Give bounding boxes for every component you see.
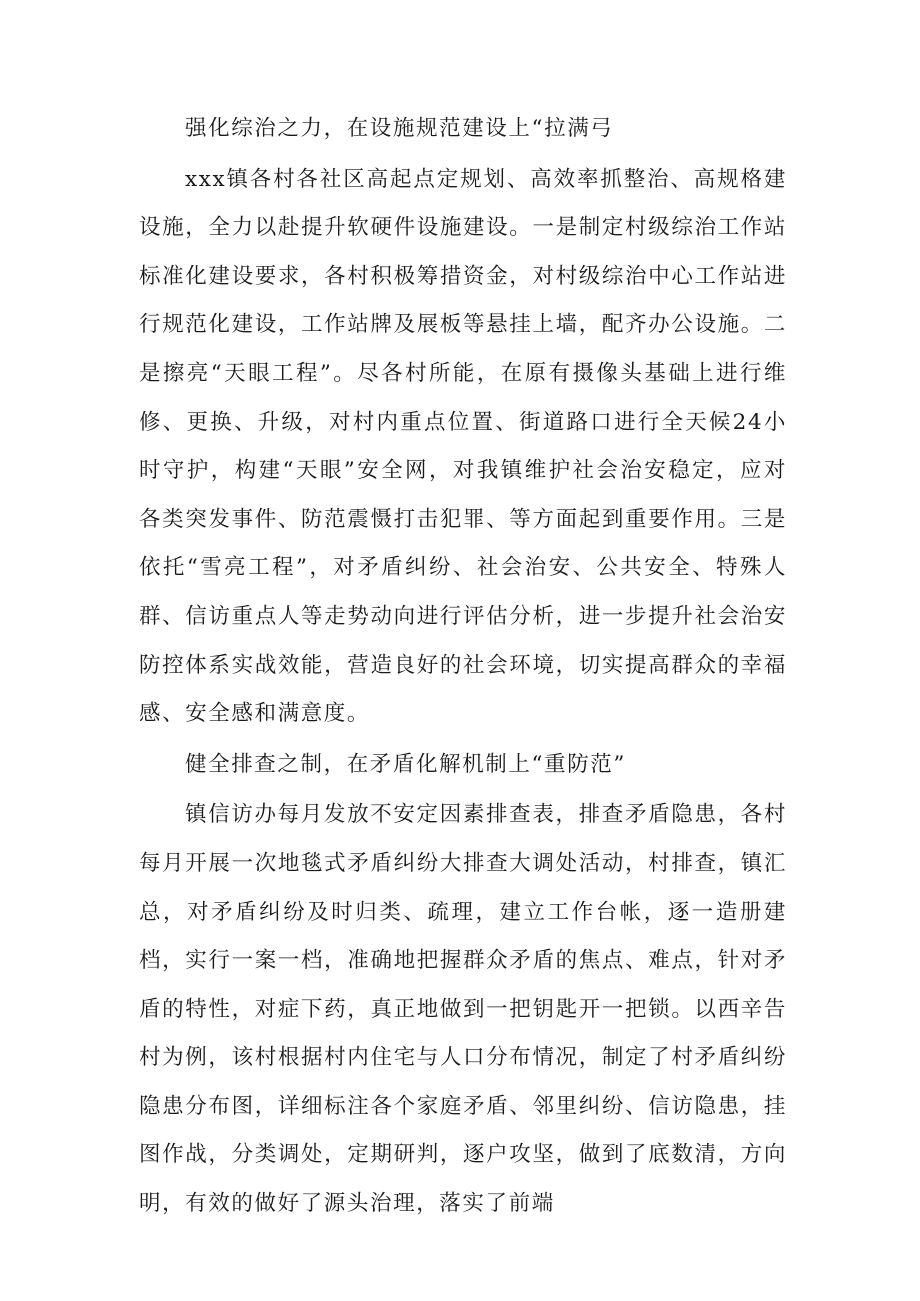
- document-body: [139, 105, 787, 1229]
- section-heading-1: 强化综治之力，在设施规范建设上“拉满弓: [185, 116, 614, 141]
- section-body-2: 镇信访办每月发放不安定因素排查表，排查矛盾隐患，各村每月开展一次地毯式矛盾纠纷大排查大调处活动，村排查，镇汇总，对矛盾纠纷及时归类、疏理，建立工作台帐，逐一造册建档，实行一案一档，准确地把握群众矛盾的焦点、难点，针对矛盾的特性，对症下药，真正地做到一把钥匙开一把锁。以西辛告村为例，该村根据村内住宅与人口分布情况，制定了村矛盾纠纷隐患分布图，详细标注各个家庭矛盾、邻里纠纷、信访隐患，挂图作战，分类调处，定期研判，逐户攻坚，做到了底数清，方向明，有效的做好了源头治理，落实了前端: [139, 802, 787, 1217]
- section-heading-2: 健全排查之制，在矛盾化解机制上“重防范”: [185, 751, 626, 777]
- section-body-1: xxx镇各村各社区高起点定规划、高效率抓整治、高规格建设施，全力以赴提升软硬件设施建设。一是制定村级综治工作站标准化建设要求，各村积极筹措资金，对村级综治中心工作站进行规范化建设，工作站牌及展板等悬挂上墙，配齐办公设施。二是擦亮“天眼工程”。尽各村所能，在原有摄像头基础上进行维修、更换、升级，对村内重点位置、街道路口进行全天候24小时守护，构建“天眼”安全网，对我镇维护社会治安稳定，应对各类突发事件、防范震慑打击犯罪、等方面起到重要作用。三是依托“雪亮工程”，对矛盾纠纷、社会治安、公共安全、特殊人群、信访重点人等走势动向进行评估分析，进一步提升社会治安防控体系实战效能，营造良好的社会环境，切实提高群众的幸福感、安全感和满意度。: [139, 166, 787, 727]
